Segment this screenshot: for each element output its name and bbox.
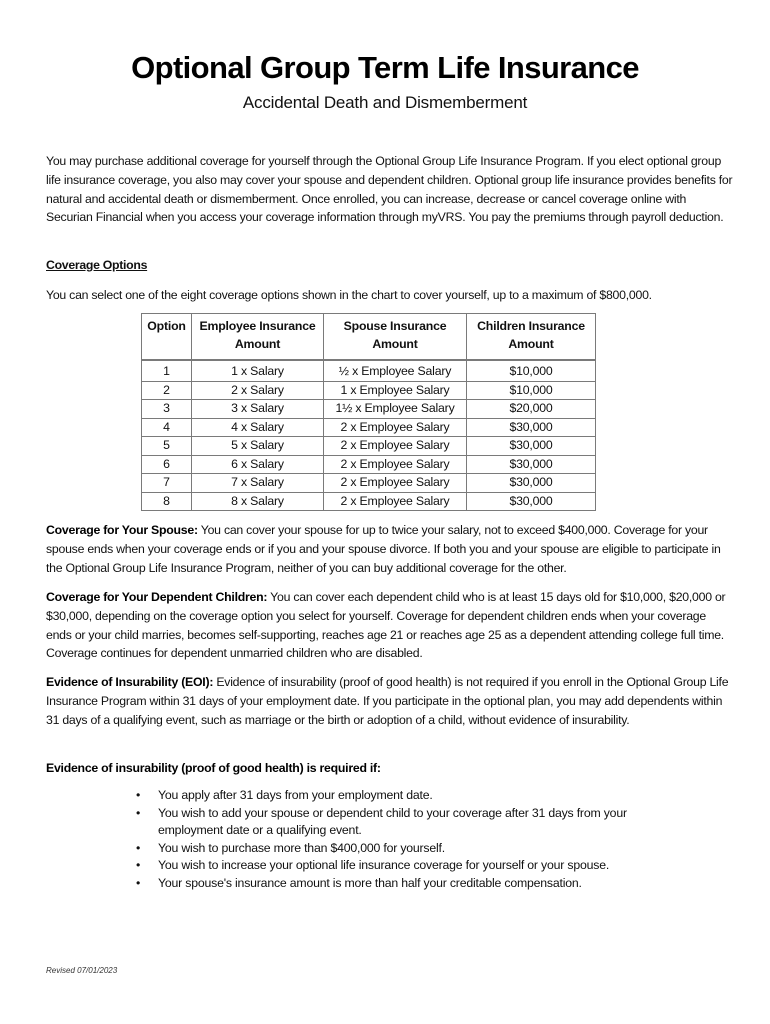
- cell-option: 8: [142, 492, 192, 511]
- cell-option: 3: [142, 400, 192, 419]
- children-coverage-text: You can cover each dependent child who is at least 15 days old for $10,000, $20,000 or $30,000, depending on the coverage option you select for yourself. Coverage for dependent children ends when your coverage ends or your child marries, becomes self-supporting, reaches age 21 or reaches age 25 as a dependent attending college full time. Coverage continues for dependent unmarried children who are disabled.: [46, 590, 726, 661]
- header-employee-amount: Employee Insurance Amount: [192, 314, 324, 361]
- bullet-icon: •: [136, 805, 141, 820]
- coverage-options-description: You can select one of the eight coverage options shown in the chart to cover yourself, up to a maximum of $800,000.: [46, 288, 652, 302]
- table-row: [142, 360, 596, 381]
- table-row: [142, 492, 596, 511]
- list-item: • You wish to increase your optional life insurance coverage for yourself or your spouse.: [132, 857, 692, 875]
- cell-employee: 2 x Salary: [192, 381, 324, 400]
- intro-paragraph: You may purchase additional coverage for yourself through the Optional Group Life Insurance Program. If you elect optional group life insurance coverage, you also may cover your spouse and dependent children. Optional group life insurance provides benefits for natural and accidental death or dismemberment. Once enrolled, you can increase, decrease or cancel coverage online with Securian Financial when you access your coverage information through myVRS. You pay the premiums through payroll deduction.: [46, 154, 733, 225]
- coverage-options-heading: Coverage Options: [46, 258, 148, 272]
- cell-children: $10,000: [467, 360, 596, 381]
- cell-spouse: 2 x Employee Salary: [324, 455, 467, 474]
- header-option: Option: [142, 314, 192, 361]
- table-row: [142, 381, 596, 400]
- cell-option: 7: [142, 474, 192, 493]
- cell-employee: 8 x Salary: [192, 492, 324, 511]
- spouse-coverage-label: Coverage for Your Spouse:: [46, 523, 198, 537]
- table-row: [142, 418, 596, 437]
- list-item: • You apply after 31 days from your employment date.: [132, 787, 692, 805]
- cell-spouse: 1½ x Employee Salary: [324, 400, 467, 419]
- cell-children: $30,000: [467, 418, 596, 437]
- cell-children: $30,000: [467, 455, 596, 474]
- header-spouse-amount: Spouse Insurance Amount: [324, 314, 467, 361]
- cell-employee: 5 x Salary: [192, 437, 324, 456]
- eoi-paragraph: [46, 673, 734, 729]
- cell-spouse: 2 x Employee Salary: [324, 474, 467, 493]
- list-item: • You wish to add your spouse or dependent child to your coverage after 31 days from your employment date or a qualifying event.: [136, 805, 627, 837]
- cell-spouse: ½ x Employee Salary: [324, 360, 467, 381]
- cell-employee: 7 x Salary: [192, 474, 324, 493]
- cell-employee: 3 x Salary: [192, 400, 324, 419]
- bullet-icon: •: [136, 840, 141, 855]
- cell-option: 6: [142, 455, 192, 474]
- cell-children: $30,000: [467, 474, 596, 493]
- list-item: • Your spouse's insurance amount is more than half your creditable compensation.: [132, 875, 692, 893]
- cell-option: 4: [142, 418, 192, 437]
- cell-option: 2: [142, 381, 192, 400]
- bullet-icon: •: [136, 858, 141, 872]
- coverage-options-table: [141, 313, 596, 511]
- table-header-row: [142, 314, 596, 361]
- cell-option: 1: [142, 360, 192, 381]
- cell-children: $20,000: [467, 400, 596, 419]
- bullet-icon: •: [136, 875, 141, 890]
- cell-children: $30,000: [467, 437, 596, 456]
- table-row: [142, 437, 596, 456]
- children-coverage-paragraph: [46, 588, 734, 663]
- header-children-amount: Children Insurance Amount: [467, 314, 596, 361]
- eoi-required-list: [132, 787, 692, 892]
- revision-date: Revised 07/01/2023: [46, 966, 118, 975]
- list-item: • You wish to purchase more than $400,000 for yourself.: [132, 840, 692, 858]
- eoi-text: Evidence of insurability (proof of good health) is not required if you enroll in the Optional Group Life Insurance Program within 31 days of your employment date. If you participate in the optional plan, you may add dependents within 31 days of a qualifying event, such as marriage or the birth or adoption of a child, without evidence of insurability.: [46, 675, 729, 727]
- page-title: Optional Group Term Life Insurance: [131, 50, 639, 85]
- spouse-coverage-text: You can cover your spouse for up to twice your salary, not to exceed $400,000. Coverage for your spouse ends when your coverage ends or if you and your spouse divorce. If both you and your spouse are eligible to participate in the Optional Group Life Insurance Program, neither of you can buy additional coverage for the other.: [46, 523, 721, 575]
- bullet-icon: •: [136, 788, 141, 802]
- cell-employee: 1 x Salary: [192, 360, 324, 381]
- cell-employee: 6 x Salary: [192, 455, 324, 474]
- cell-spouse: 1 x Employee Salary: [324, 381, 467, 400]
- table-row: [142, 455, 596, 474]
- cell-spouse: 2 x Employee Salary: [324, 492, 467, 511]
- page-subtitle: Accidental Death and Dismemberment: [242, 93, 528, 112]
- eoi-required-heading: Evidence of insurability (proof of good health) is required if:: [46, 761, 381, 775]
- cell-option: 5: [142, 437, 192, 456]
- cell-employee: 4 x Salary: [192, 418, 324, 437]
- cell-children: $10,000: [467, 381, 596, 400]
- cell-spouse: 2 x Employee Salary: [324, 418, 467, 437]
- spouse-coverage-paragraph: [46, 521, 734, 577]
- table-row: [142, 474, 596, 493]
- cell-spouse: 2 x Employee Salary: [324, 437, 467, 456]
- table-row: [142, 400, 596, 419]
- cell-children: $30,000: [467, 492, 596, 511]
- eoi-label: Evidence of Insurability (EOI):: [46, 675, 214, 689]
- children-coverage-label: Coverage for Your Dependent Children:: [46, 590, 268, 604]
